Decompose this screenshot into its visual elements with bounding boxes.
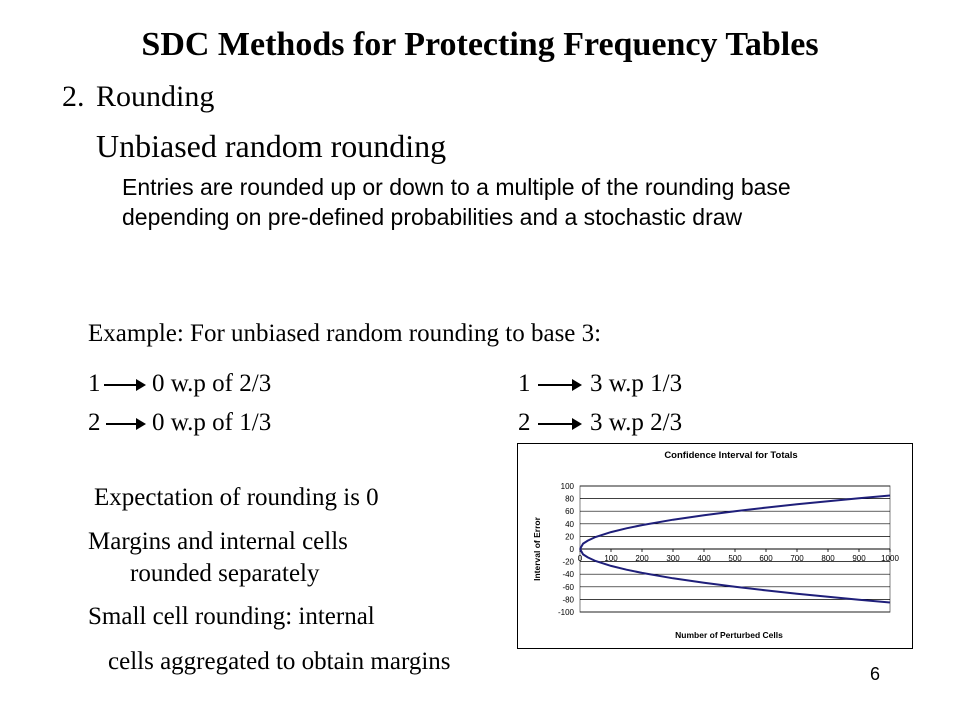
example-to: 0 w.p of 2/3 <box>152 370 272 397</box>
arrow-icon <box>538 423 580 425</box>
arrow-icon <box>106 423 144 425</box>
margins-text: Margins and internal cells <box>88 528 348 555</box>
y-tick-label: -60 <box>562 582 574 592</box>
subheading: Unbiased random rounding <box>96 128 447 164</box>
list-item-number: 2. <box>62 80 85 113</box>
y-tick-label: 80 <box>565 494 574 504</box>
small-cell-text: Small cell rounding: internal <box>88 603 375 630</box>
page-number: 6 <box>870 664 881 684</box>
x-tick-label: 300 <box>666 554 680 563</box>
x-tick-label: 100 <box>604 554 618 563</box>
arrow-icon <box>538 384 580 386</box>
expectation-text: Expectation of rounding is 0 <box>94 484 379 511</box>
y-tick-label: 100 <box>560 482 574 491</box>
y-tick-label: 0 <box>569 545 574 554</box>
list-item-label: Rounding <box>96 80 215 113</box>
x-tick-label: 1000 <box>881 554 899 563</box>
slide-title: SDC Methods for Protecting Frequency Tables <box>141 26 819 63</box>
x-tick-label: 800 <box>821 554 835 563</box>
y-tick-label: 20 <box>565 532 574 542</box>
upper-bound-line <box>580 496 890 550</box>
x-axis-label: Number of Perturbed Cells <box>675 630 783 640</box>
y-tick-label: -40 <box>562 570 574 580</box>
chart-title: Confidence Interval for Totals <box>664 450 798 461</box>
y-axis-label: Interval of Error <box>532 517 542 581</box>
y-tick-label: 60 <box>565 507 574 517</box>
y-tick-label: -80 <box>562 595 574 605</box>
arrow-icon <box>104 384 144 386</box>
x-tick-label: 900 <box>852 554 866 563</box>
example-from: 1 <box>518 370 531 397</box>
x-tick-label: 400 <box>697 554 711 563</box>
description-text: Entries are rounded up or down to a multiple of the rounding base depending on pre-defined probabilities and a stochastic draw <box>122 174 791 230</box>
x-tick-label: 200 <box>635 554 649 563</box>
example-from: 2 <box>518 409 531 436</box>
example-from: 2 <box>88 409 101 436</box>
x-tick-label: 500 <box>728 554 742 563</box>
x-tick-label: 700 <box>790 554 804 563</box>
small-cell-text-continued: cells aggregated to obtain margins <box>108 648 451 675</box>
example-to: 0 w.p of 1/3 <box>152 409 272 436</box>
x-tick-label: 0 <box>577 554 583 563</box>
confidence-interval-chart <box>517 443 913 649</box>
example-intro: Example: For unbiased random rounding to base 3: <box>88 320 602 347</box>
y-tick-label: -100 <box>557 608 574 617</box>
chart-svg <box>518 444 912 648</box>
example-to: 3 w.p 2/3 <box>590 409 683 436</box>
margins-text-continued: rounded separately <box>130 560 320 587</box>
y-tick-label: -20 <box>562 557 574 567</box>
x-tick-label: 600 <box>759 554 773 563</box>
example-from: 1 <box>88 370 101 397</box>
example-to: 3 w.p 1/3 <box>590 370 683 397</box>
y-tick-label: 40 <box>565 519 574 529</box>
